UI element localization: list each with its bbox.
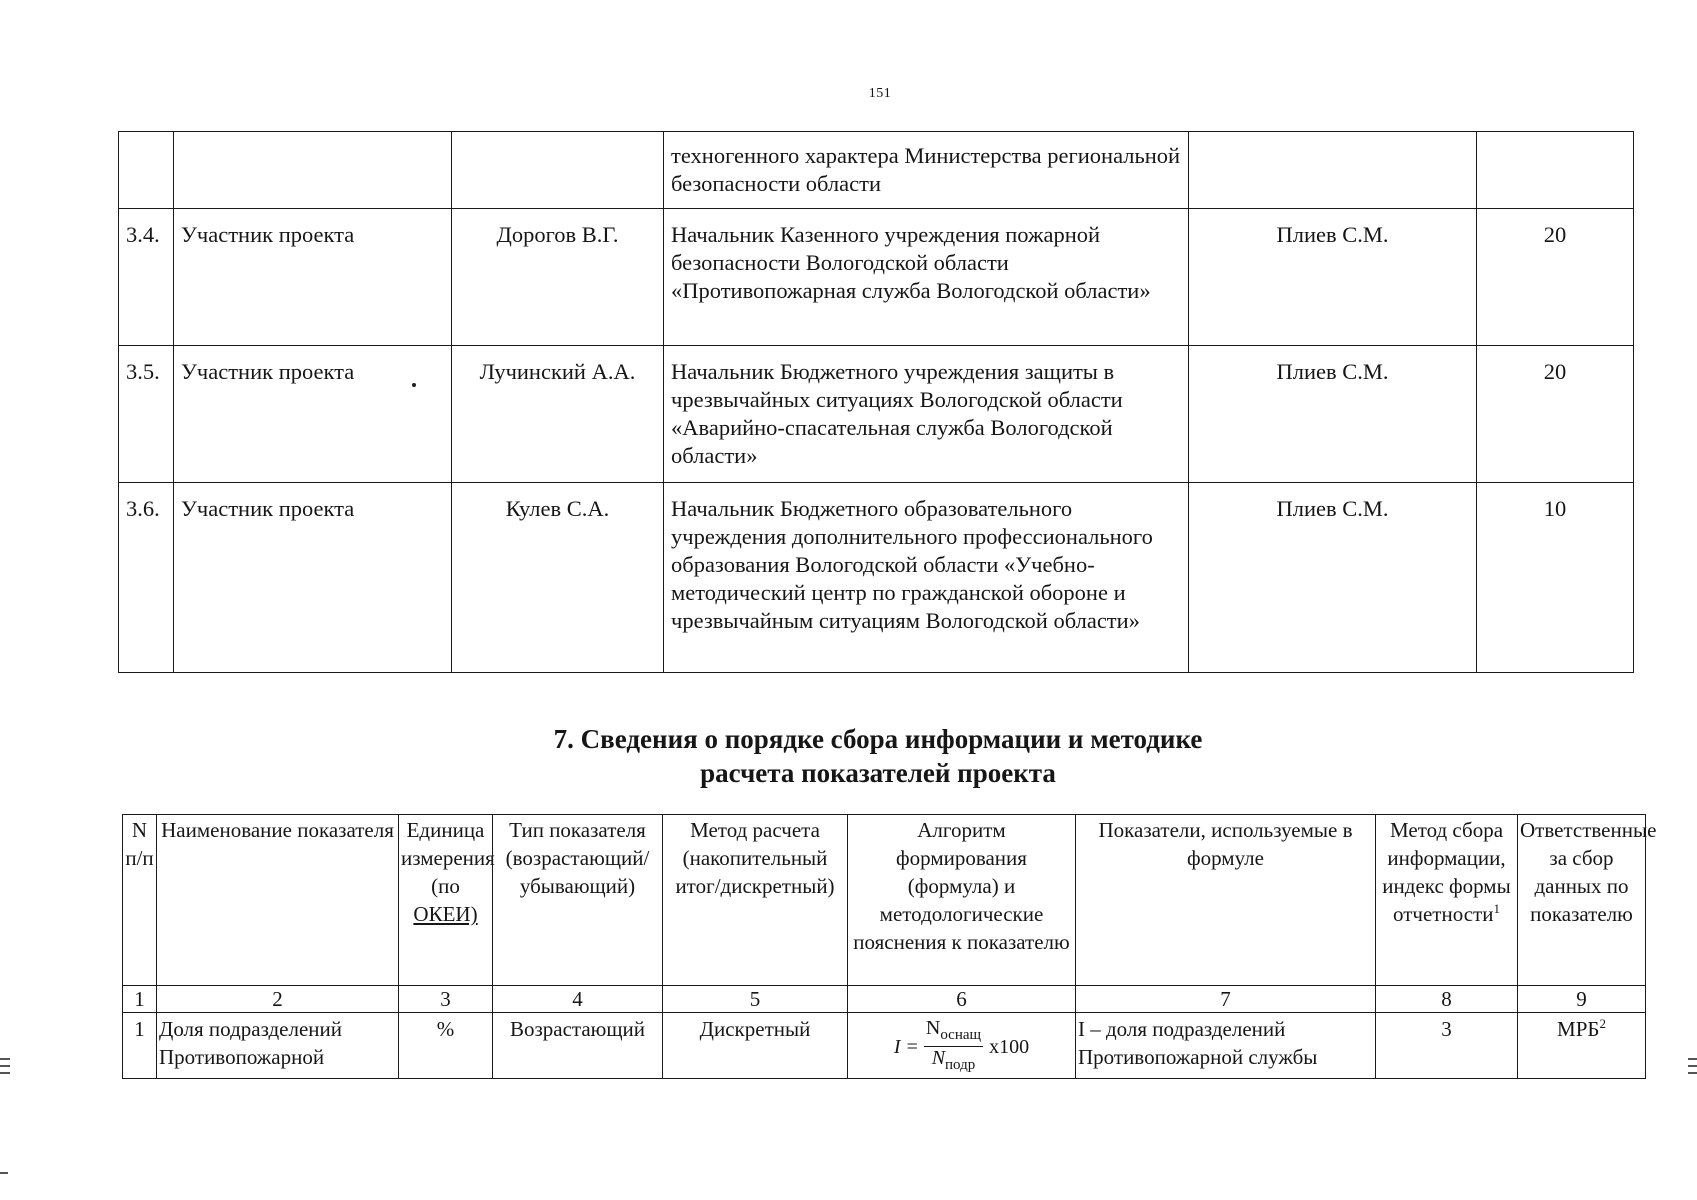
- position-cell: Начальник Казенного учреждения пожарной безопасности Вологодской области «Противопожарная служба Вологодской области»: [664, 209, 1189, 346]
- position-cell: техногенного характера Министерства региональной безопасности области: [664, 132, 1189, 209]
- header-collection-method: [1376, 815, 1518, 986]
- table-row: [119, 132, 1634, 209]
- indicator-type-cell: Возрастающий: [493, 1013, 663, 1079]
- header-indicator-name: Наименование показателя: [157, 815, 399, 986]
- formula-numerator: [924, 1017, 983, 1047]
- responsible-cell: [1518, 1013, 1646, 1079]
- value-cell: [1477, 132, 1634, 209]
- scan-edge-marks-left: [0, 1058, 10, 1084]
- name-cell: Дорогов В.Г.: [452, 209, 664, 346]
- name-cell: [452, 132, 664, 209]
- header-calculation-method: Метод расчета (накопительный итог/дискретный): [663, 815, 848, 986]
- page-number: 151: [868, 86, 892, 101]
- column-number: 9: [1518, 986, 1646, 1013]
- column-number: 6: [848, 986, 1076, 1013]
- column-number: 8: [1376, 986, 1518, 1013]
- position-cell: Начальник Бюджетного образовательного учреждения дополнительного профессионального образования Вологодской области «Учебно-методический центр по гражданской обороне и чрезвычайным ситуациям Вологодской области»: [664, 483, 1189, 673]
- header-algorithm: Алгоритм формирования (формула) и методологические пояснения к показателю: [848, 815, 1076, 986]
- column-number: 5: [663, 986, 848, 1013]
- header-unit-text: Единица измерения (по: [401, 818, 495, 898]
- row-number-cell: 1: [123, 1013, 157, 1079]
- role-cell: [174, 132, 452, 209]
- value-cell: 10: [1477, 483, 1634, 673]
- value-cell: 20: [1477, 209, 1634, 346]
- scan-edge-marks-right: [1688, 1058, 1697, 1084]
- formula-multiplier: x100: [989, 1035, 1030, 1058]
- role-cell: Участник проекта: [174, 346, 452, 483]
- name-cell: Лучинский А.А.: [452, 346, 664, 483]
- responsible-cell: [1189, 132, 1477, 209]
- header-unit-okei: ОКЕИ): [413, 902, 478, 926]
- section-title-line-2: расчета показателей проекта: [700, 758, 1056, 788]
- header-indicator-type: Тип показателя (возрастающий/ убывающий): [493, 815, 663, 986]
- header-collection-method-text: Метод сбора информации, индекс формы отчетности: [1382, 818, 1511, 926]
- responsible-cell: Плиев С.М.: [1189, 346, 1477, 483]
- column-numbers-row: [123, 986, 1646, 1013]
- numerator-sub: оснащ: [940, 1027, 982, 1043]
- scan-speck: [412, 383, 416, 387]
- role-cell: Участник проекта: [174, 209, 452, 346]
- column-number: 7: [1076, 986, 1376, 1013]
- numerator-var: N: [925, 1017, 941, 1039]
- header-formula-indicators: Показатели, используемые в формуле: [1076, 815, 1376, 986]
- table-row: [123, 1013, 1646, 1079]
- scan-edge-dash: [0, 1172, 8, 1174]
- denominator-sub: подр: [945, 1057, 976, 1073]
- formula-denominator: [930, 1047, 978, 1076]
- header-number: N п/п: [123, 815, 157, 986]
- value-cell: 20: [1477, 346, 1634, 483]
- formula-fraction: [924, 1017, 983, 1076]
- formula-cell: [848, 1013, 1076, 1079]
- header-unit: [399, 815, 493, 986]
- column-number: 1: [123, 986, 157, 1013]
- row-number-cell: 3.5.: [119, 346, 174, 483]
- name-cell: Кулев С.А.: [452, 483, 664, 673]
- calculation-method-cell: Дискретный: [663, 1013, 848, 1079]
- header-row: [123, 815, 1646, 986]
- formula-lhs: I: [893, 1035, 901, 1058]
- responsible-cell: Плиев С.М.: [1189, 209, 1477, 346]
- responsible-cell: Плиев С.М.: [1189, 483, 1477, 673]
- participants-table: [118, 131, 1634, 673]
- responsible-text: МРБ: [1557, 1017, 1600, 1041]
- column-number: 3: [399, 986, 493, 1013]
- formula-equals: =: [906, 1035, 918, 1058]
- table-row: [119, 346, 1634, 483]
- position-cell: Начальник Бюджетного учреждения защиты в чрезвычайных ситуациях Вологодской области «Аварийно-спасательная служба Вологодской области»: [664, 346, 1189, 483]
- formula-indicators-cell: I – доля подразделений Противопожарной службы: [1076, 1013, 1376, 1079]
- row-number-cell: 3.6.: [119, 483, 174, 673]
- footnote-2-marker: 2: [1599, 1016, 1606, 1031]
- header-responsible: Ответственные за сбор данных по показателю: [1518, 815, 1646, 986]
- denominator-var: N: [931, 1047, 946, 1069]
- table-row: [119, 483, 1634, 673]
- row-number-cell: 3.4.: [119, 209, 174, 346]
- section-title-line-1: 7. Сведения о порядке сбора информации и методике: [553, 724, 1203, 754]
- column-number: 4: [493, 986, 663, 1013]
- column-number: 2: [157, 986, 399, 1013]
- row-number-cell: [119, 132, 174, 209]
- footnote-1-marker: 1: [1493, 901, 1500, 916]
- indicator-name-cell: Доля подразделений Противопожарной: [157, 1013, 399, 1079]
- indicators-table: [122, 814, 1657, 1079]
- unit-cell: %: [399, 1013, 493, 1079]
- formula: [894, 1017, 1029, 1076]
- section-title: [380, 722, 1376, 790]
- collection-method-cell: 3: [1376, 1013, 1518, 1079]
- table-row: [119, 209, 1634, 346]
- role-cell: Участник проекта: [174, 483, 452, 673]
